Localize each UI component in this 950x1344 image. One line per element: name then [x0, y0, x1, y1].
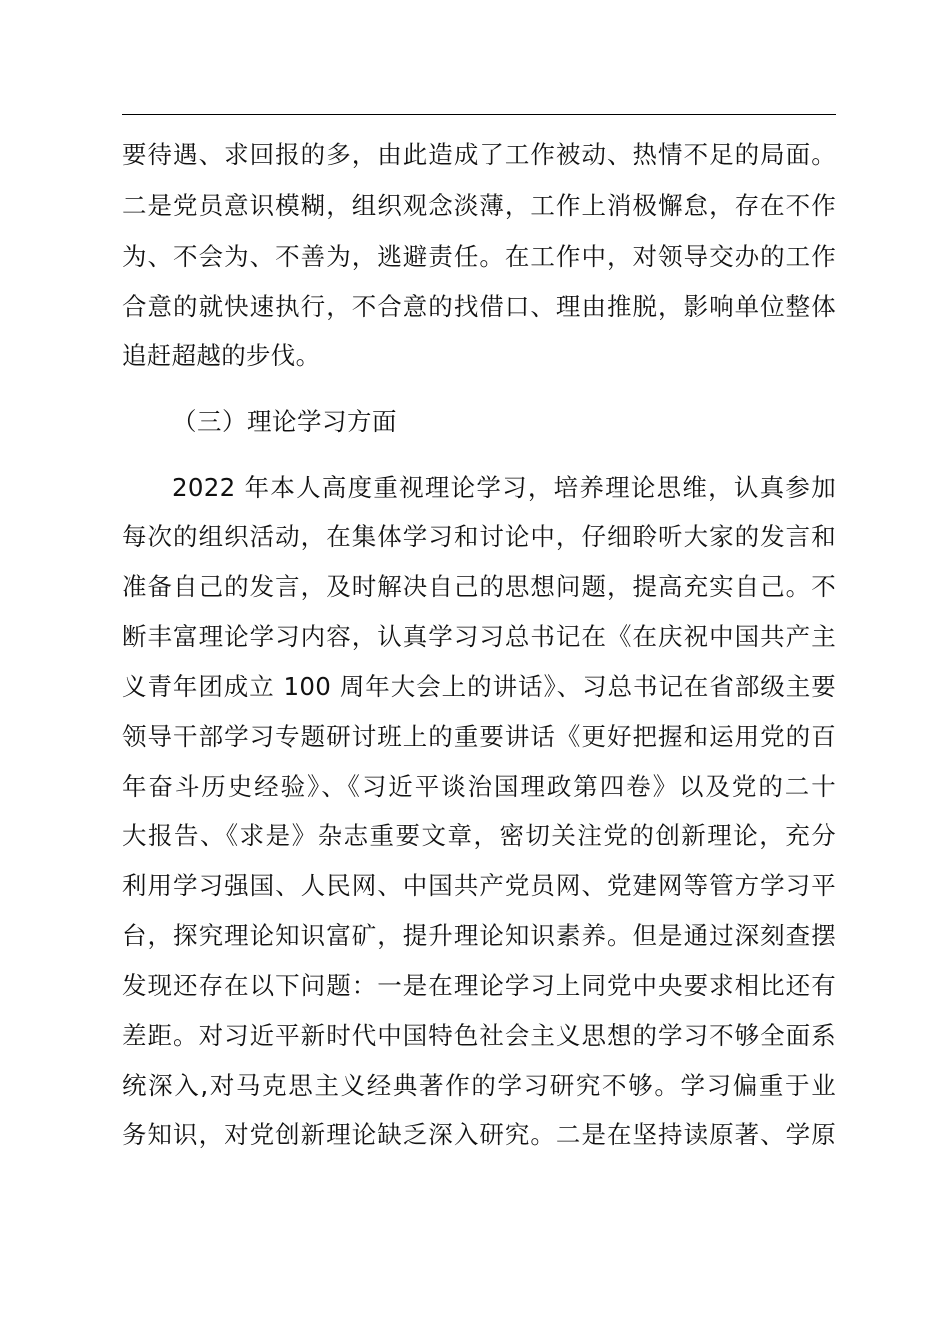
paragraph-line: 准备自己的发言，及时解决自己的思想问题，提高充实自己。不	[122, 572, 836, 601]
paragraph-line: 年奋斗历史经验》、《习近平谈治国理政第四卷》以及党的二十	[122, 772, 836, 801]
paragraph-line: 台，探究理论知识富矿，提升理论知识素养。但是通过深刻查摆	[122, 921, 836, 950]
paragraph-line: 二是党员意识模糊，组织观念淡薄，工作上消极懈怠，存在不作	[122, 191, 836, 220]
paragraph-line: 务知识，对党创新理论缺乏深入研究。二是在坚持读原著、学原	[122, 1120, 836, 1149]
paragraph-line: 断丰富理论学习内容，认真学习习总书记在《在庆祝中国共产主	[122, 622, 836, 651]
paragraph-line: 发现还存在以下问题：一是在理论学习上同党中央要求相比还有	[122, 971, 836, 1000]
section-heading: （三）理论学习方面	[172, 407, 397, 436]
paragraph-line: 差距。对习近平新时代中国特色社会主义思想的学习不够全面系	[122, 1021, 836, 1050]
paragraph-line: 大报告、《求是》杂志重要文章，密切关注党的创新理论，充分	[122, 821, 836, 850]
paragraph-line: 每次的组织活动，在集体学习和讨论中，仔细聆听大家的发言和	[122, 522, 836, 551]
paragraph-line: 义青年团成立 100 周年大会上的讲话》、习总书记在省部级主要	[122, 672, 836, 701]
paragraph-line: 要待遇、求回报的多，由此造成了工作被动、热情不足的局面。	[122, 140, 836, 169]
paragraph-line: 追赶超越的步伐。	[122, 341, 321, 370]
paragraph-line: 统深入,对马克思主义经典著作的学习研究不够。学习偏重于业	[122, 1071, 836, 1100]
paragraph-line: 合意的就快速执行，不合意的找借口、理由推脱，影响单位整体	[122, 292, 836, 321]
paragraph-line: 利用学习强国、人民网、中国共产党员网、党建网等管方学习平	[122, 871, 836, 900]
header-rule	[122, 114, 836, 115]
paragraph-line: 2022 年本人高度重视理论学习，培养理论思维，认真参加	[172, 473, 836, 502]
paragraph-line: 为、不会为、不善为，逃避责任。在工作中，对领导交办的工作	[122, 242, 836, 271]
paragraph-line: 领导干部学习专题研讨班上的重要讲话《更好把握和运用党的百	[122, 722, 836, 751]
